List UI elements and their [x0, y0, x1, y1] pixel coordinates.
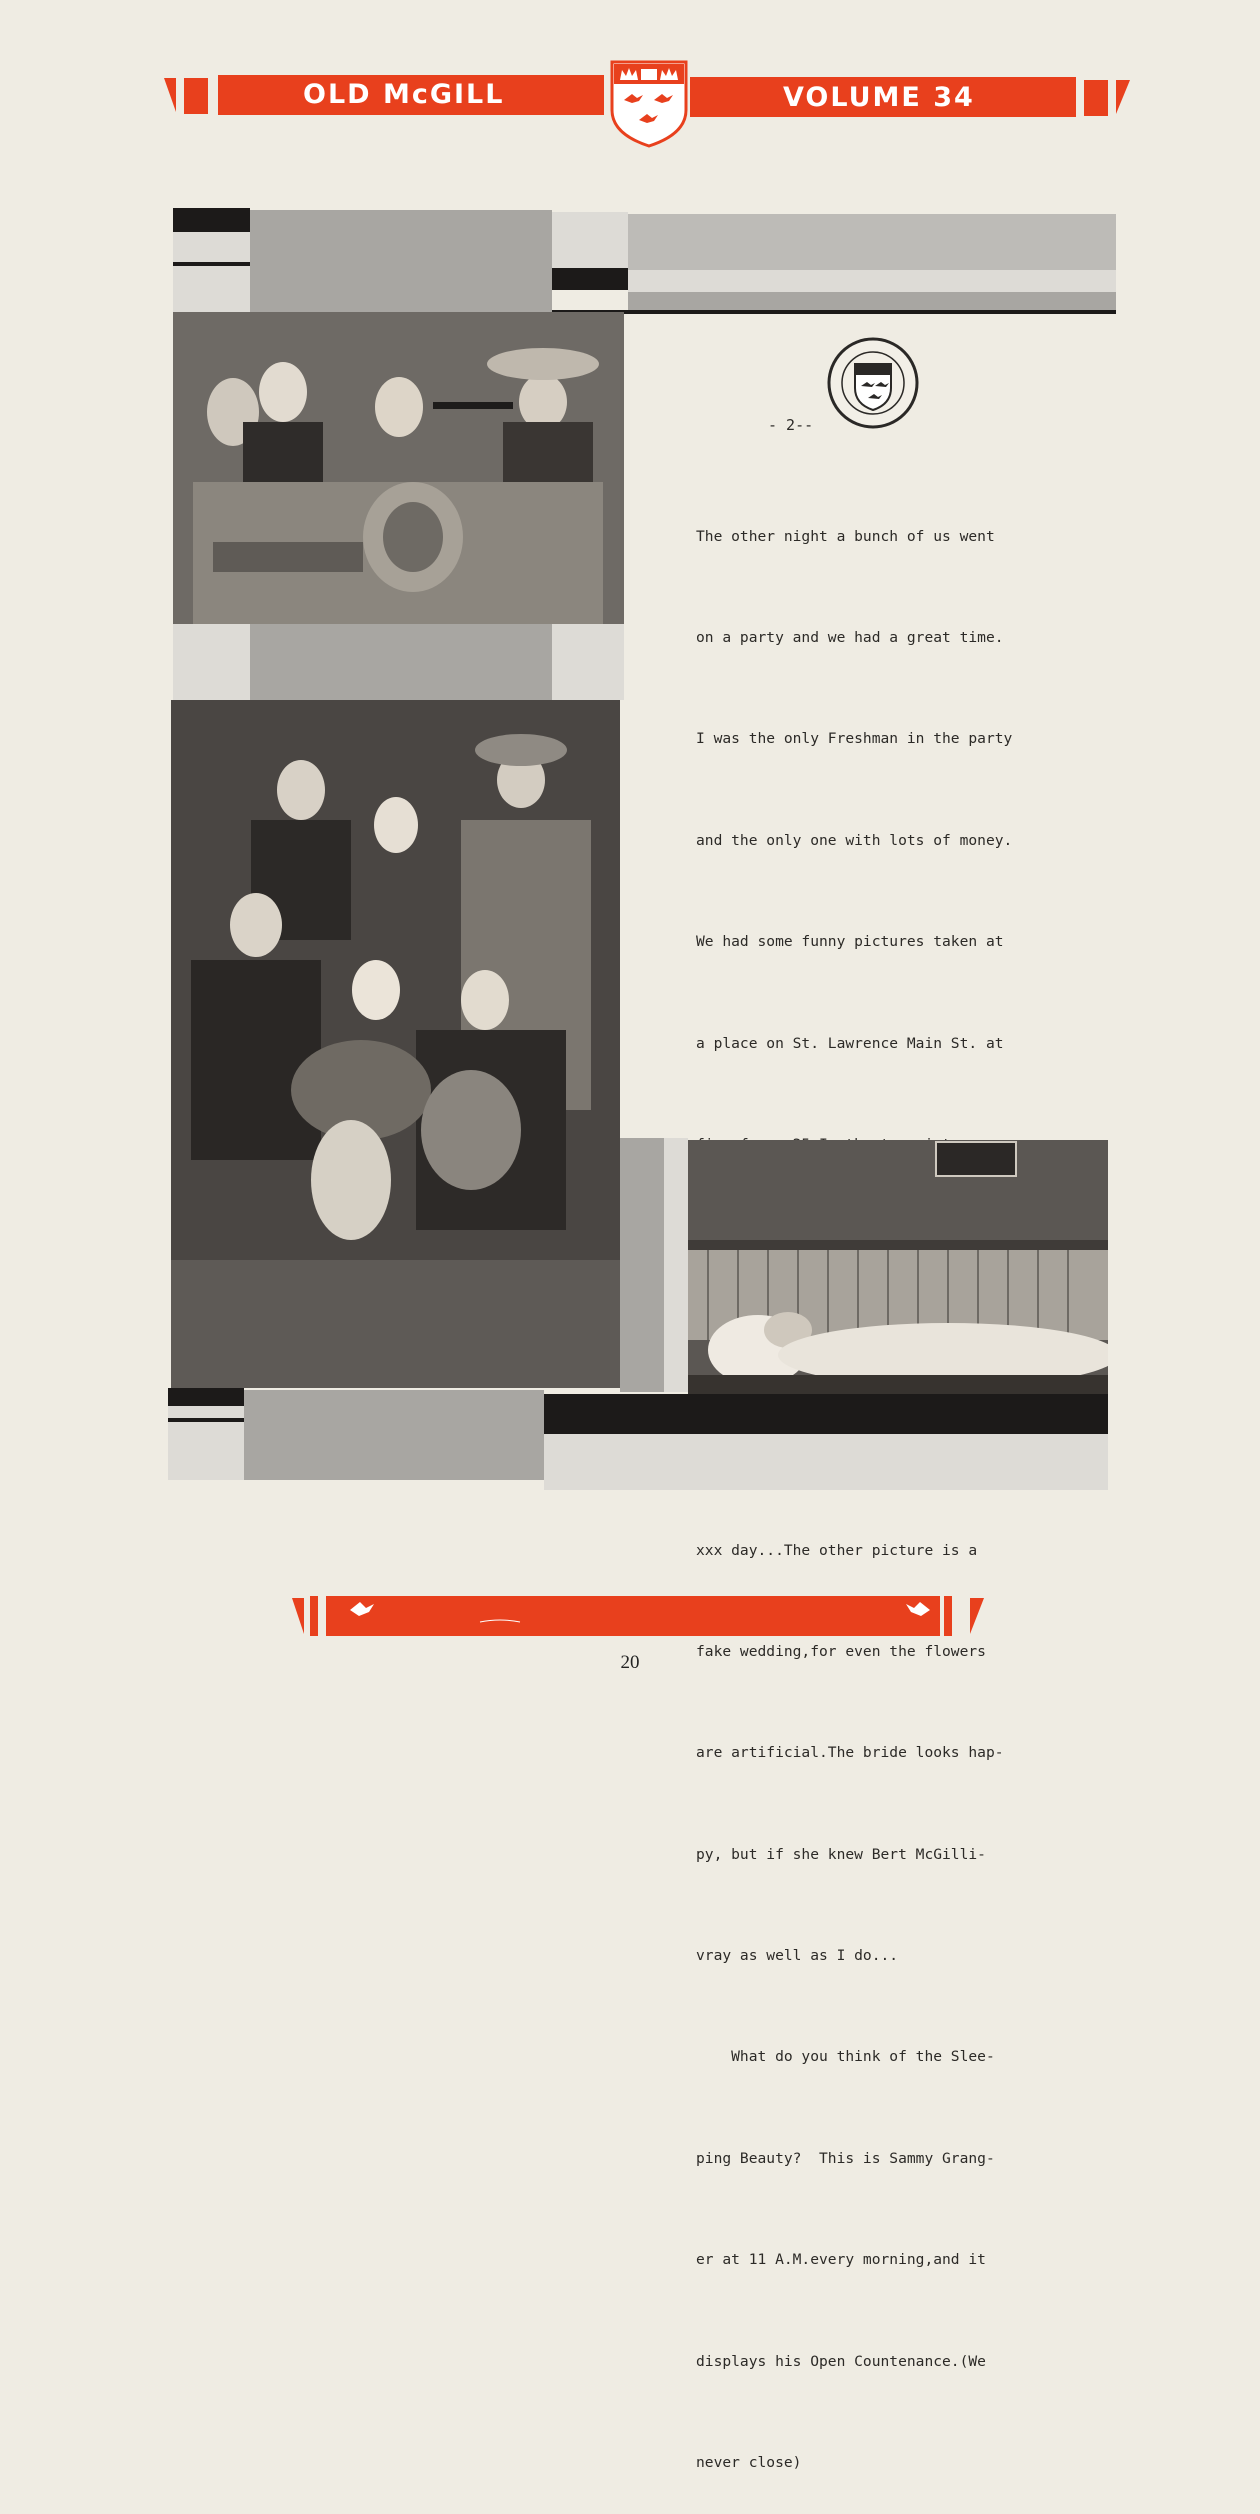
collage-block	[168, 1406, 244, 1418]
collage-block	[628, 214, 1116, 270]
collage-block	[173, 232, 250, 262]
collage-block	[620, 1138, 664, 1392]
left-flag-icon	[164, 78, 214, 114]
collage-bar	[173, 208, 250, 232]
text-line: and the only one with lots of money.	[696, 831, 1013, 849]
photo-fake-wedding	[171, 700, 620, 1388]
collage-block	[628, 292, 1116, 312]
text-line: vray as well as I do...	[696, 1947, 899, 1965]
collage-block	[552, 624, 624, 700]
page-marker: - 2--	[768, 416, 814, 434]
collage-bar	[544, 1394, 1108, 1434]
text-line: ping Beauty? This is Sammy Grang-	[696, 2149, 995, 2167]
text-line: on a party and we had a great time.	[696, 628, 1004, 646]
mcgill-seal-icon	[826, 336, 920, 430]
collage-bar	[552, 268, 628, 290]
header-right-title: VOLUME 34	[783, 82, 975, 113]
photo-party-car	[173, 312, 624, 624]
text-line: er at 11 A.M.every morning,and it	[696, 2251, 986, 2269]
right-flag-icon	[1082, 80, 1132, 116]
text-line: We had some funny pictures taken at	[696, 933, 1004, 951]
text-line: py, but if she knew Bert McGilli-	[696, 1845, 986, 1863]
header-banner	[0, 0, 1260, 150]
text-line: The other night a bunch of us went	[696, 527, 995, 545]
collage-block	[664, 1138, 688, 1392]
collage-block	[173, 266, 250, 312]
collage-block	[544, 1434, 1108, 1490]
collage-block	[244, 1390, 544, 1480]
header-left-title: OLD McGILL	[303, 79, 505, 110]
text-line: displays his Open Countenance.(We	[696, 2352, 986, 2370]
collage-block	[173, 624, 250, 700]
footer-banner	[290, 1590, 990, 1638]
page-number: 20	[620, 1652, 640, 1673]
collage-block	[250, 624, 552, 700]
collage-bar	[168, 1388, 244, 1406]
collage-block	[628, 270, 1116, 292]
text-line: xxx day...The other picture is a	[696, 1541, 978, 1559]
text-line: are artificial.The bride looks hap-	[696, 1744, 1004, 1762]
collage-block	[250, 210, 552, 312]
text-line: a place on St. Lawrence Main St. at	[696, 1034, 1004, 1052]
collage-line	[552, 310, 1116, 314]
mcgill-shield-icon	[610, 60, 688, 148]
photo-sleeping-beauty	[688, 1140, 1108, 1394]
text-line: What do you think of the Slee-	[696, 2048, 995, 2066]
collage-block	[168, 1422, 244, 1480]
collage-block	[552, 212, 628, 268]
text-line: fake wedding,for even the flowers	[696, 1642, 986, 1660]
text-line: I was the only Freshman in the party	[696, 730, 1013, 748]
text-line: never close)	[696, 2454, 802, 2472]
